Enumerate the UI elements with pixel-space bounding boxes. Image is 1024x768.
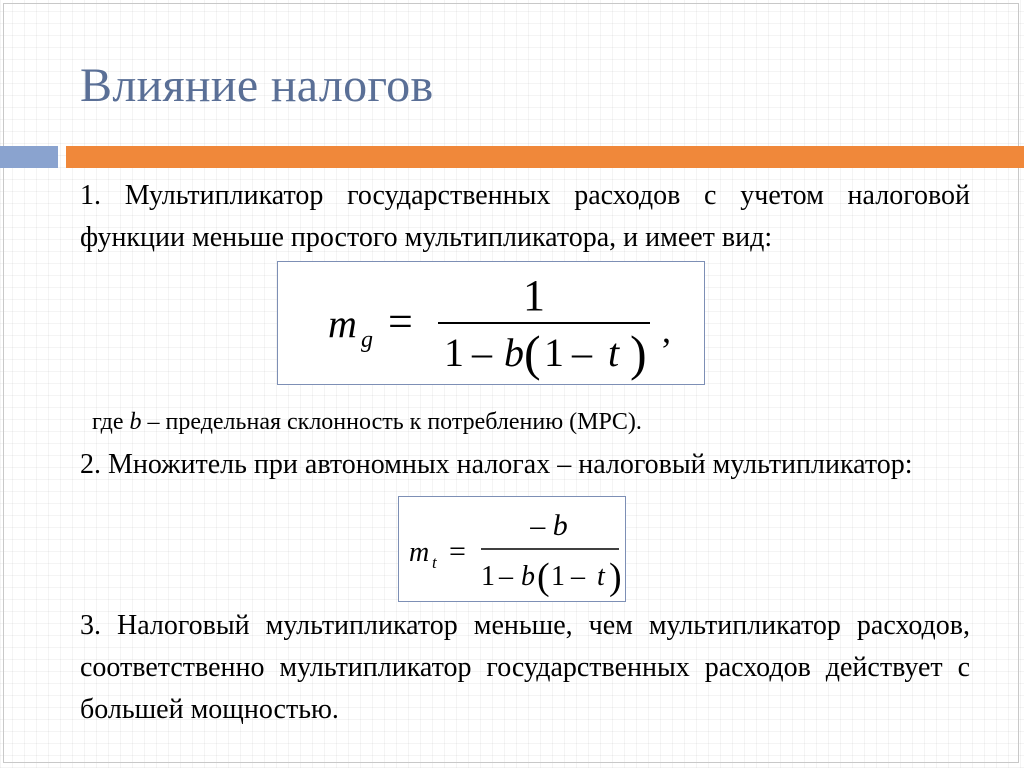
paragraph-2: 2. Множитель при автономных налогах – налоговый мультипликатор:	[80, 449, 913, 480]
accent-bar-orange	[66, 146, 1024, 168]
formula1-den-inner-minus: –	[572, 330, 592, 375]
formula1-den-one: 1	[444, 330, 464, 375]
formula2-den-inner-one: 1	[551, 561, 565, 592]
mpc-note-prefix: где	[92, 409, 130, 435]
mpc-note-var: b	[129, 409, 142, 435]
formula2-den-t: t	[597, 561, 605, 592]
mpc-note-suffix: – предельная склонность к потреблению (MPC).	[141, 409, 642, 435]
formula2-den-one: 1	[481, 561, 495, 592]
formula1-lhs-var: m	[328, 301, 357, 346]
formula2-numerator: – b	[530, 509, 568, 542]
accent-bar-blue	[0, 146, 58, 168]
mpc-note	[92, 405, 642, 439]
formula1-numerator: 1	[523, 271, 545, 320]
formula2-den-inner-minus: –	[571, 561, 585, 592]
formula2-lhs-var: m	[409, 537, 430, 568]
formula1-den-open: (	[524, 325, 541, 381]
slide-title: Влияние налогов	[80, 59, 434, 112]
formula1-den-close: )	[630, 325, 647, 381]
formula2-den-close: )	[609, 556, 622, 598]
formula1-den-b: b	[504, 330, 524, 375]
formula2-equals: =	[449, 535, 466, 568]
paragraph-1: 1. Мультипликатор государственных расходов с учетом налоговой функции меньше простого мультипликатора, и имеет вид:	[80, 180, 970, 253]
formula-box-tax-multiplier	[398, 496, 626, 602]
formula-spending-multiplier	[278, 262, 706, 386]
formula1-den-inner-one: 1	[544, 330, 564, 375]
formula-box-spending-multiplier	[277, 261, 705, 385]
formula2-lhs-sub: t	[432, 553, 437, 572]
formula1-lhs-sub: g	[361, 327, 373, 353]
formula1-equals: =	[388, 297, 413, 346]
formula-tax-multiplier	[399, 497, 627, 603]
formula1-den-minus: –	[472, 330, 492, 375]
formula2-den-open: (	[537, 556, 550, 598]
formula1-den-t: t	[608, 330, 620, 375]
paragraph-3: 3. Налоговый мультипликатор меньше, чем мультипликатор расходов, соответственно мультипликатор государственных расходов действует с большей мощностью.	[80, 610, 970, 725]
formula2-den-minus: –	[499, 561, 513, 592]
formula2-den-b: b	[521, 561, 535, 592]
formula1-trailing: ,	[662, 310, 671, 350]
